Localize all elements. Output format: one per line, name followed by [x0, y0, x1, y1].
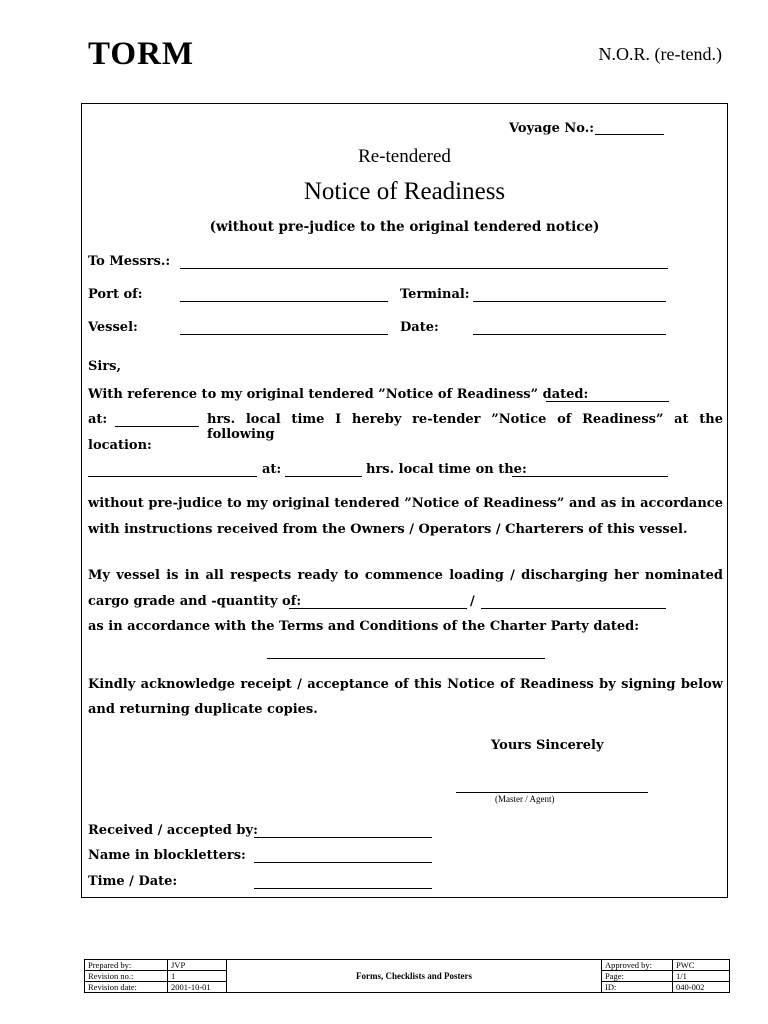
retender-time-field[interactable] — [285, 476, 362, 477]
para4-line1: Kindly acknowledge receipt / acceptance of this Notice of Readiness by signing below — [88, 677, 723, 692]
revision-label: Revision no.: — [85, 971, 168, 982]
voyage-field[interactable] — [595, 134, 664, 135]
received-label: Received / accepted by: — [88, 823, 258, 838]
para1-line4-at: at: — [262, 462, 282, 477]
date-field[interactable] — [473, 334, 666, 335]
subtitle: (without pre-judice to the original tendered notice) — [209, 219, 600, 235]
name-block-field[interactable] — [254, 862, 432, 863]
charter-party-date-field[interactable] — [267, 658, 545, 659]
footer-table — [84, 959, 730, 993]
approved-value: PWC — [673, 960, 730, 971]
port-of-field[interactable] — [180, 301, 388, 302]
para3-line2: cargo grade and -quantity of: — [88, 594, 302, 609]
voyage-label: Voyage No.: — [509, 121, 595, 136]
company-logo: TORM — [88, 36, 195, 72]
para1-line2: hrs. local time I hereby re-tender ”Notice of Readiness” at the following — [207, 412, 723, 442]
para4-line2: and returning duplicate copies. — [88, 702, 318, 717]
received-field[interactable] — [254, 837, 432, 838]
location-field[interactable] — [88, 476, 257, 477]
document-reference: N.O.R. (re-tend.) — [598, 44, 722, 64]
time-date-label: Time / Date: — [88, 874, 178, 889]
vessel-label: Vessel: — [88, 320, 138, 335]
para3-line1: My vessel is in all respects ready to commence loading / discharging her nominated — [88, 568, 723, 583]
date-label: Date: — [400, 320, 439, 335]
cargo-grade-field[interactable] — [289, 608, 467, 609]
prepared-value: JVP — [168, 960, 227, 971]
revision-value: 1 — [168, 971, 227, 982]
footer-center-text: Forms, Checklists and Posters — [227, 960, 602, 993]
terminal-field[interactable] — [473, 301, 666, 302]
cargo-quantity-field[interactable] — [481, 608, 666, 609]
name-block-label: Name in blockletters: — [88, 848, 246, 863]
approved-label: Approved by: — [602, 960, 673, 971]
para1-line1: With reference to my original tendered ”Notice of Readiness” dated: — [88, 387, 589, 402]
revdate-value: 2001-10-01 — [168, 982, 227, 993]
signature-line[interactable] — [456, 792, 648, 793]
para1-line3: location: — [88, 438, 152, 453]
title-notice-of-readiness: Notice of Readiness — [303, 178, 506, 205]
signature-caption: (Master / Agent) — [495, 794, 555, 804]
title-retendered: Re-tendered — [358, 146, 451, 167]
id-label: ID: — [602, 982, 673, 993]
page-value: 1/1 — [673, 971, 730, 982]
vessel-field[interactable] — [180, 334, 388, 335]
para1-at-label: at: — [88, 412, 108, 427]
para3-line3: as in accordance with the Terms and Conditions of the Charter Party dated: — [88, 619, 640, 634]
time-date-field[interactable] — [254, 888, 432, 889]
original-nor-date-field[interactable] — [546, 401, 669, 402]
para2-line1: without pre-judice to my original tendered ”Notice of Readiness” and as in accordance — [88, 496, 723, 511]
terminal-label: Terminal: — [400, 287, 470, 302]
port-of-label: Port of: — [88, 287, 143, 302]
closing: Yours Sincerely — [491, 738, 604, 753]
retender-date-field[interactable] — [512, 476, 668, 477]
para1-line4: hrs. local time on the: — [366, 462, 527, 477]
revdate-label: Revision date: — [85, 982, 168, 993]
para2-line2: with instructions received from the Owners / Operators / Charterers of this vessel. — [88, 522, 688, 537]
to-messrs-label: To Messrs.: — [88, 254, 171, 269]
prepared-label: Prepared by: — [85, 960, 168, 971]
para3-slash: / — [470, 594, 475, 609]
id-value: 040-002 — [673, 982, 730, 993]
original-time-field[interactable] — [115, 426, 199, 427]
salutation: Sirs, — [88, 359, 122, 374]
page-label: Page: — [602, 971, 673, 982]
to-messrs-field[interactable] — [180, 268, 668, 269]
